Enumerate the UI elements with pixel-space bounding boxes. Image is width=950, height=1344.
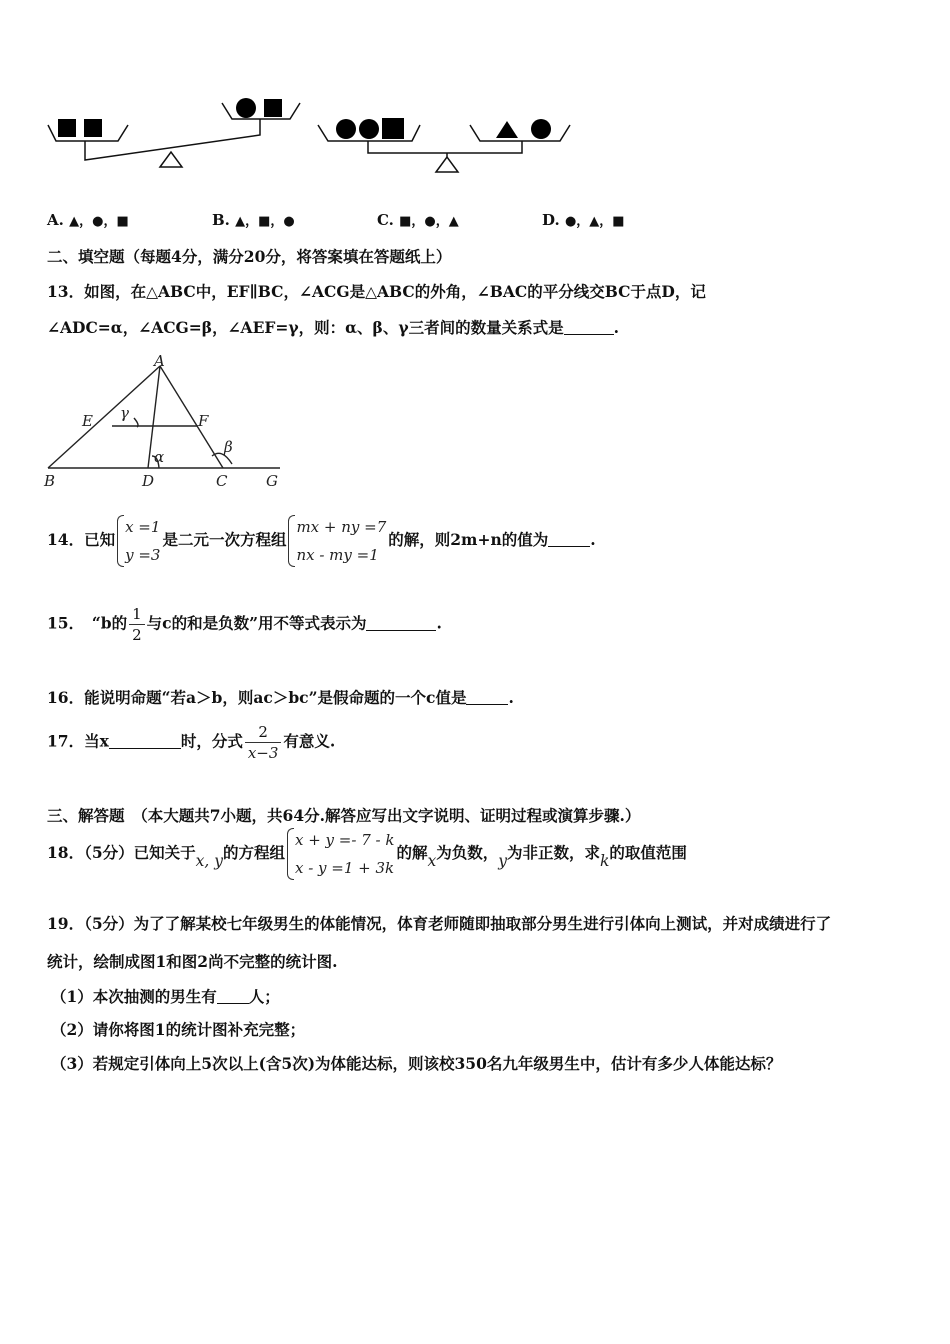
triangle-figure bbox=[40, 352, 290, 492]
eq-row: nx - my =1 bbox=[296, 546, 379, 564]
q18-vars: x, y bbox=[195, 852, 223, 870]
q19-sub-1 bbox=[51, 985, 280, 1007]
option-letter: A. bbox=[47, 211, 64, 229]
balance-scales-figure bbox=[40, 95, 600, 180]
answer-blank bbox=[109, 732, 181, 749]
q19-line-1: 19．（5分）为了了解某校七年级男生的体能情况，体育老师随即抽取部分男生进行引体向上测试，并对成绩进行了 bbox=[47, 914, 832, 933]
circle-shape bbox=[359, 119, 379, 139]
square-shape bbox=[382, 118, 404, 139]
q18-part4: 的取值范围 bbox=[609, 843, 687, 862]
option-letter: B. bbox=[212, 211, 230, 229]
q17-suffix: 有意义. bbox=[283, 731, 336, 751]
q14-suffix: 的解，则2m+n的值为 bbox=[388, 530, 549, 549]
q18-part1: 的解 bbox=[396, 843, 428, 862]
var-y: y bbox=[498, 852, 507, 870]
eq-row: x + y =- 7 - k bbox=[294, 831, 395, 849]
q16 bbox=[47, 686, 514, 708]
fraction-half bbox=[129, 604, 145, 645]
q18 bbox=[47, 826, 687, 882]
option-text: ▲，■，● bbox=[235, 214, 295, 229]
label-a: A bbox=[154, 352, 165, 370]
label-gamma: γ bbox=[120, 404, 129, 422]
q18-system bbox=[287, 826, 394, 882]
q19-sub-2: （2）请你将图1的统计图补充完整； bbox=[51, 1020, 306, 1039]
option-letter: C. bbox=[377, 211, 394, 229]
q18-part3: 为非正数，求 bbox=[506, 843, 600, 862]
eq-row: mx + ny =7 bbox=[296, 518, 387, 536]
q17 bbox=[47, 722, 335, 763]
q19-sub1-prefix: （1）本次抽测的男生有 bbox=[51, 987, 217, 1006]
answer-blank bbox=[466, 689, 508, 706]
q15-prefix: 15． “b的 bbox=[47, 613, 128, 633]
q14-prefix: 14．已知 bbox=[47, 530, 116, 549]
q15-suffix: 与c的和是负数”用不等式表示为 bbox=[146, 613, 367, 633]
q13-line-1: 13．如图，在△ABC中，EF∥BC，∠ACG是△ABC的外角，∠BAC的平分线交BC于点D，记 bbox=[47, 282, 706, 301]
q16-end: . bbox=[508, 688, 514, 707]
var-x: x bbox=[427, 852, 437, 870]
q14-system-2 bbox=[288, 513, 386, 569]
q14-middle: 是二元一次方程组 bbox=[162, 530, 287, 549]
label-e: E bbox=[82, 412, 93, 430]
label-f: F bbox=[198, 412, 209, 430]
frac-denominator: x−3 bbox=[245, 742, 282, 763]
q17-middle: 时，分式 bbox=[180, 731, 243, 751]
q13-line-2 bbox=[47, 316, 619, 338]
label-g: G bbox=[266, 472, 278, 490]
frac-numerator: 1 bbox=[132, 605, 142, 623]
q19-sub-3: （3）若规定引体向上5次以上(含5次)为体能达标，则该校350名九年级男生中，估计有多少人体能达标？ bbox=[51, 1054, 782, 1073]
option-letter: D. bbox=[542, 211, 560, 229]
label-d: D bbox=[142, 472, 155, 490]
option-d bbox=[542, 210, 625, 229]
answer-blank bbox=[217, 988, 249, 1005]
label-c: C bbox=[216, 472, 228, 490]
var-k: k bbox=[600, 852, 610, 870]
q14-end: . bbox=[590, 530, 596, 549]
option-c bbox=[377, 210, 459, 229]
answer-blank bbox=[366, 614, 436, 631]
fraction-2-over-x-minus-3 bbox=[245, 722, 282, 763]
answer-blank bbox=[548, 531, 590, 548]
option-a bbox=[47, 210, 129, 229]
q18-middle: 的方程组 bbox=[222, 843, 285, 862]
label-beta: β bbox=[224, 438, 233, 456]
triangle-shape bbox=[496, 121, 518, 138]
q13-end: . bbox=[613, 318, 619, 337]
option-text: ▲，●，■ bbox=[69, 214, 129, 229]
q19-sub1-suffix: 人； bbox=[248, 987, 280, 1006]
square-shape bbox=[264, 99, 282, 117]
square-shape bbox=[58, 119, 76, 137]
circle-shape bbox=[531, 119, 551, 139]
q13-text: ∠ADC=α，∠ACG=β，∠AEF=γ，则：α、β、γ三者间的数量关系式是 bbox=[47, 318, 564, 337]
q14 bbox=[47, 513, 596, 569]
eq-row: y =3 bbox=[125, 546, 161, 564]
q14-system-1 bbox=[117, 513, 160, 569]
q18-prefix: 18．（5分）已知关于 bbox=[47, 843, 196, 862]
eq-row: x =1 bbox=[125, 518, 161, 536]
circle-shape bbox=[236, 98, 256, 118]
answer-blank bbox=[564, 319, 614, 336]
q16-text: 16．能说明命题“若a＞b，则ac＞bc”是假命题的一个c值是 bbox=[47, 688, 467, 707]
option-text: ●，▲，■ bbox=[564, 214, 625, 229]
q18-part2: 为负数， bbox=[436, 843, 499, 862]
frac-denominator: 2 bbox=[129, 624, 145, 645]
option-b bbox=[212, 210, 295, 229]
section-3-title: 三、解答题 （本大题共7小题，共64分.解答应写出文字说明、证明过程或演算步骤.） bbox=[47, 806, 641, 825]
eq-row: x - y =1 + 3k bbox=[294, 859, 395, 877]
q15-end: . bbox=[436, 613, 442, 633]
q17-prefix: 17．当x bbox=[47, 731, 109, 751]
q19-line-2: 统计，绘制成图1和图2尚不完整的统计图. bbox=[47, 952, 338, 971]
option-text: ■，●，▲ bbox=[399, 214, 459, 229]
square-shape bbox=[84, 119, 102, 137]
q15 bbox=[47, 604, 442, 645]
circle-shape bbox=[336, 119, 356, 139]
frac-numerator: 2 bbox=[258, 723, 268, 741]
label-b: B bbox=[44, 472, 56, 490]
label-alpha: α bbox=[154, 448, 165, 466]
section-2-title: 二、填空题（每题4分，满分20分，将答案填在答题纸上） bbox=[47, 247, 452, 266]
